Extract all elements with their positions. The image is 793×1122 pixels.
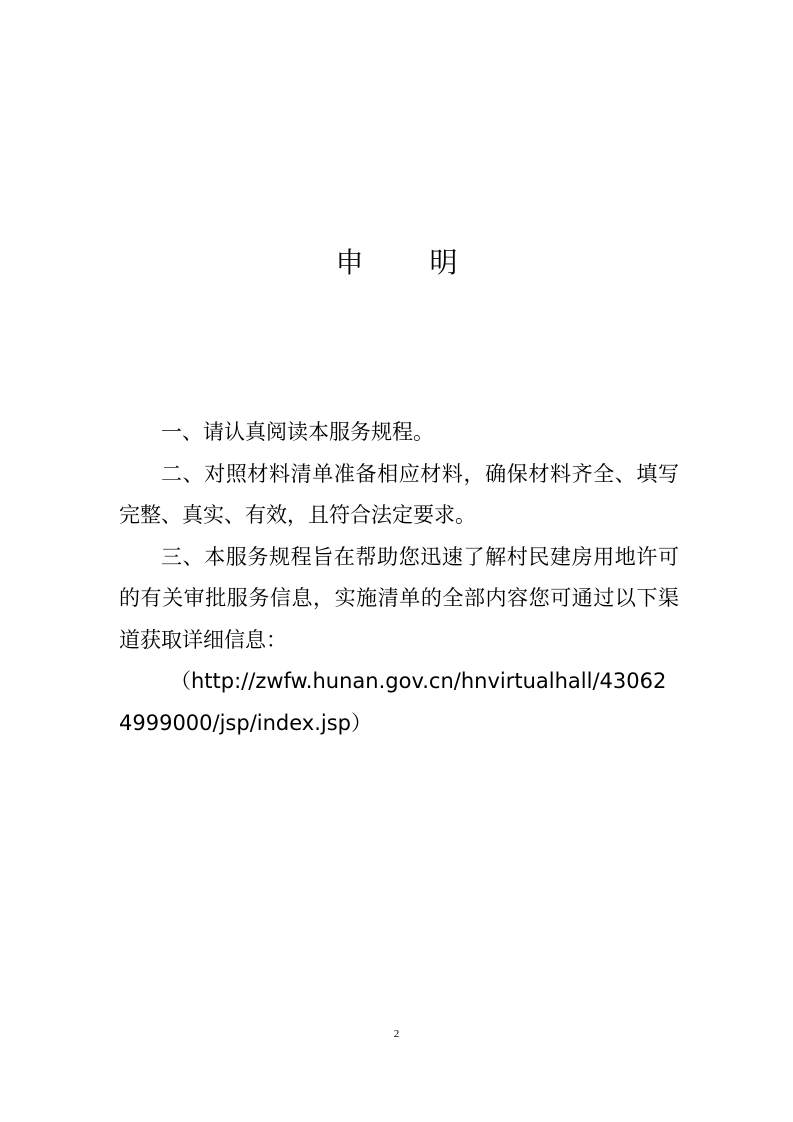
page-number: 2 — [393, 1028, 400, 1040]
page-title — [0, 243, 793, 283]
title-char-1: 申 — [335, 246, 364, 279]
statement-item-1: 一、请认真阅读本服务规程。 — [161, 420, 434, 444]
service-url-link[interactable]: （http://zwfw.hunan.gov.cn/hnvirtualhall/430624999000/jsp/index.jsp） — [119, 669, 667, 735]
statement-item-2: 二、对照材料清单准备相应材料，确保材料齐全、填写完整、真实、有效，且符合法定要求。 — [119, 461, 679, 527]
title-char-2: 明 — [429, 246, 458, 279]
statement-body — [119, 412, 679, 744]
statement-item-3: 三、本服务规程旨在帮助您迅速了解村民建房用地许可的有关审批服务信息，实施清单的全部内容您可通过以下渠道获取详细信息： — [119, 544, 679, 652]
